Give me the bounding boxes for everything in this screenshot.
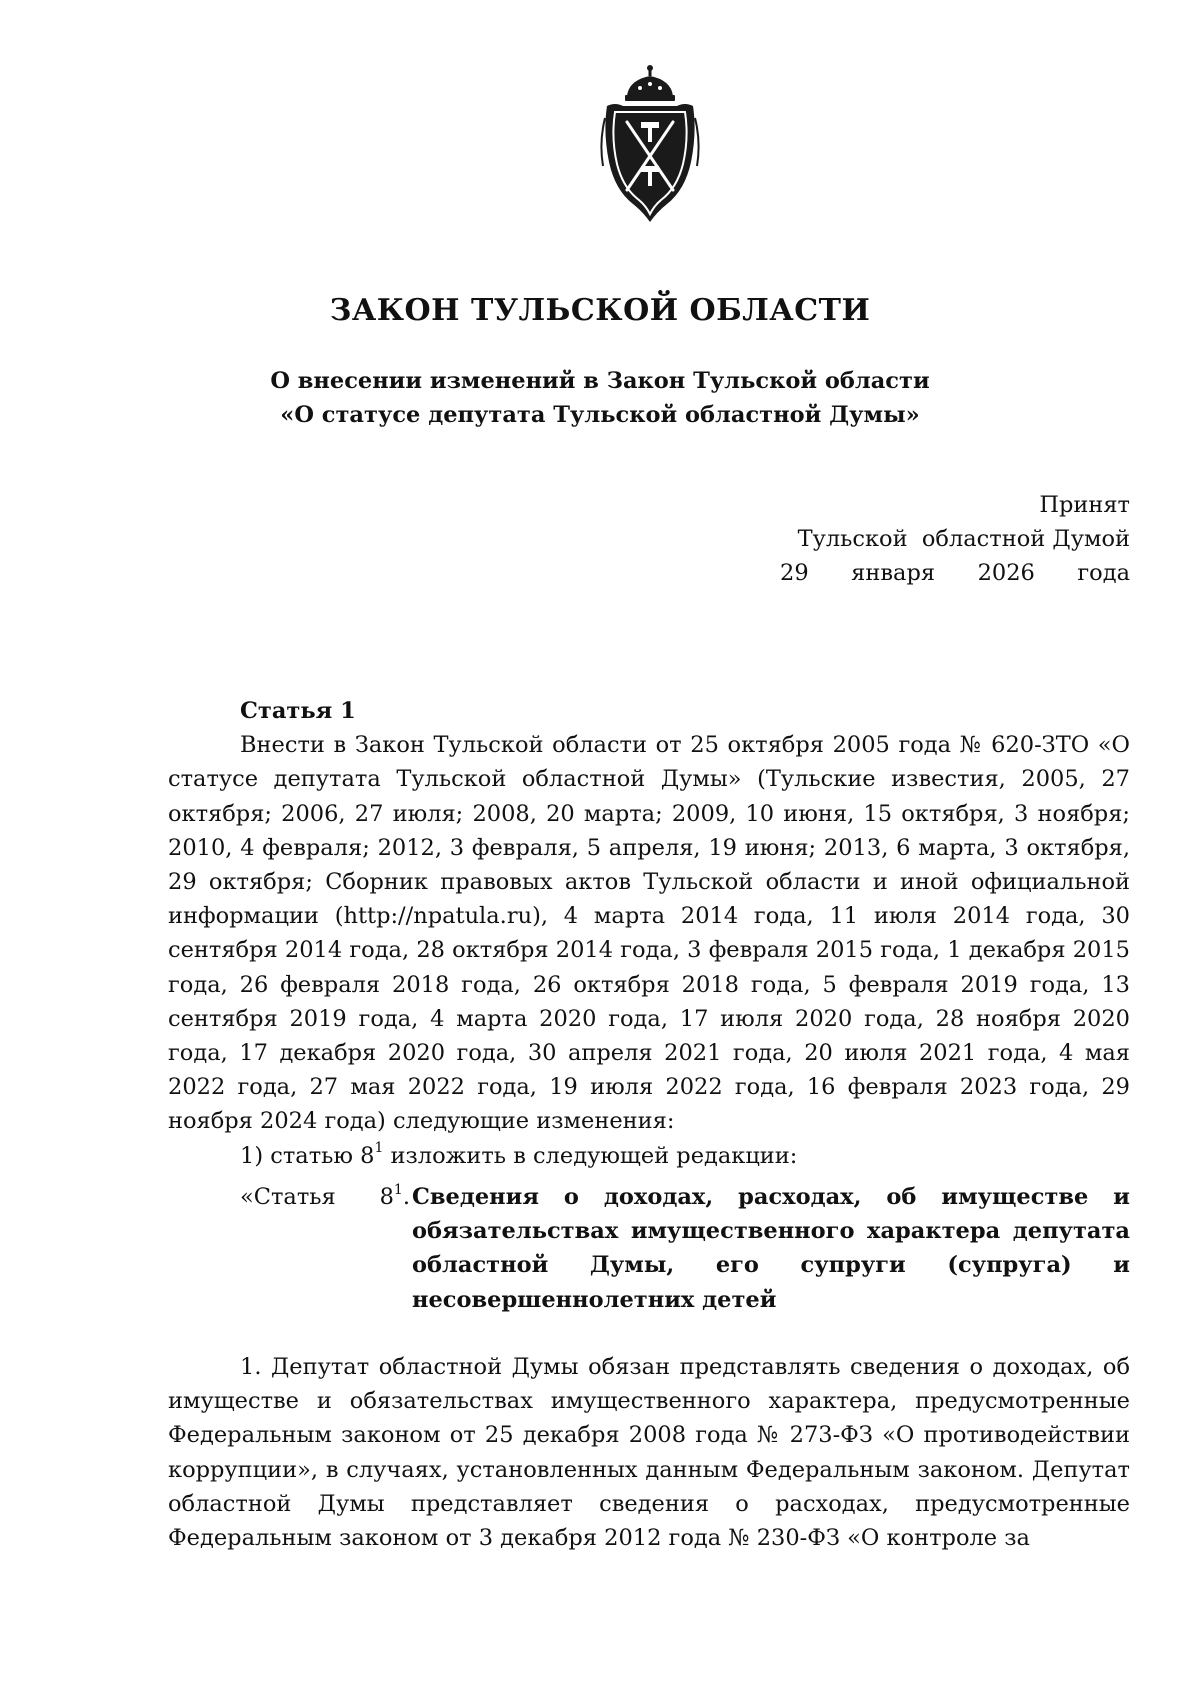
article-1-item-1 [168, 1139, 1130, 1173]
article-word: «Статья [240, 1184, 336, 1210]
law-title: ЗАКОН ТУЛЬСКОЙ ОБЛАСТИ [329, 293, 871, 328]
adopted-label: Принят [1039, 492, 1130, 518]
article-1-heading: Статья 1 [240, 698, 356, 724]
adopted-day: 29 [780, 560, 809, 586]
article-number-dot: . [402, 1184, 410, 1210]
adoption-block [780, 488, 1130, 590]
adopted-by: Тульской областной Думой [797, 526, 1130, 552]
item-1-text-end: изложить в следующей редакции: [383, 1142, 798, 1169]
article-number-superscript: 1 [393, 1181, 403, 1198]
law-subtitle [0, 364, 1200, 432]
item-1-text: 1) статью 8 [240, 1142, 375, 1169]
article-number [380, 1180, 410, 1214]
subtitle-line-2: «О статусе депутата Тульской областной Думы» [280, 402, 920, 428]
article-1-paragraph: Внести в Закон Тульской области от 25 октября 2005 года № 620-ЗТО «О статусе депутата Тульской областной Думы» (Тульские известия, 2005, 27 октября; 2006, 27 июля; 2008, 20 марта; 2009, 10 июня, 15 октября, 3 ноября; 2010, 4 февраля; 2012, 3 февраля, 5 апреля, 19 июня; 2013, 6 марта, 3 октября, 29 октября; Сборник правовых актов Тульской области и иной официальной информации (http://npatula.ru), 4 марта 2014 года, 11 июля 2014 года, 30 сентября 2014 года, 28 октября 2014 года, 3 февраля 2015 года, 1 декабря 2015 года, 26 февраля 2018 года, 26 октября 2018 года, 5 февраля 2019 года, 13 сентября 2019 года, 4 марта 2020 года, 17 июля 2020 года, 28 ноября 2020 года, 17 декабря 2020 года, 30 апреля 2021 года, 20 июля 2021 года, 4 мая 2022 года, 27 мая 2022 года, 19 июля 2022 года, 16 февраля 2023 года, 29 ноября 2024 года) следующие изменения: [168, 732, 1130, 1135]
adopted-year-word: года [1077, 560, 1130, 586]
item-1-superscript: 1 [374, 1140, 384, 1157]
article-8-1-body [168, 1350, 1130, 1555]
article-number-main: 8 [379, 1184, 394, 1210]
article-1 [168, 694, 1130, 1173]
article-8-1-lead [240, 1180, 410, 1214]
tula-coat-of-arms-icon [585, 62, 715, 232]
adopted-month: января [851, 560, 936, 586]
article-8-1-heading: Сведения о доходах, расходах, об имуществе и обязательствах имущественного характера депутата областной Думы, его супруги (супруга) и несовершеннолетних детей [412, 1184, 1130, 1313]
adopted-date [780, 556, 1130, 590]
article-8-1-title [240, 1180, 1130, 1317]
adopted-year: 2026 [977, 560, 1035, 586]
article-8-1-paragraph-1: 1. Депутат областной Думы обязан представлять сведения о доходах, об имуществе и обязательствах имущественного характера, предусмотренные Федеральным законом от 25 декабря 2008 года № 273-ФЗ «О противодействии коррупции», в случаях, установленных данным Федеральным законом. Депутат областной Думы представляет сведения о расходах, предусмотренные Федеральным законом от 3 декабря 2012 года № 230-ФЗ «О контроле за [168, 1354, 1130, 1552]
subtitle-line-1: О внесении изменений в Закон Тульской области [270, 368, 930, 394]
